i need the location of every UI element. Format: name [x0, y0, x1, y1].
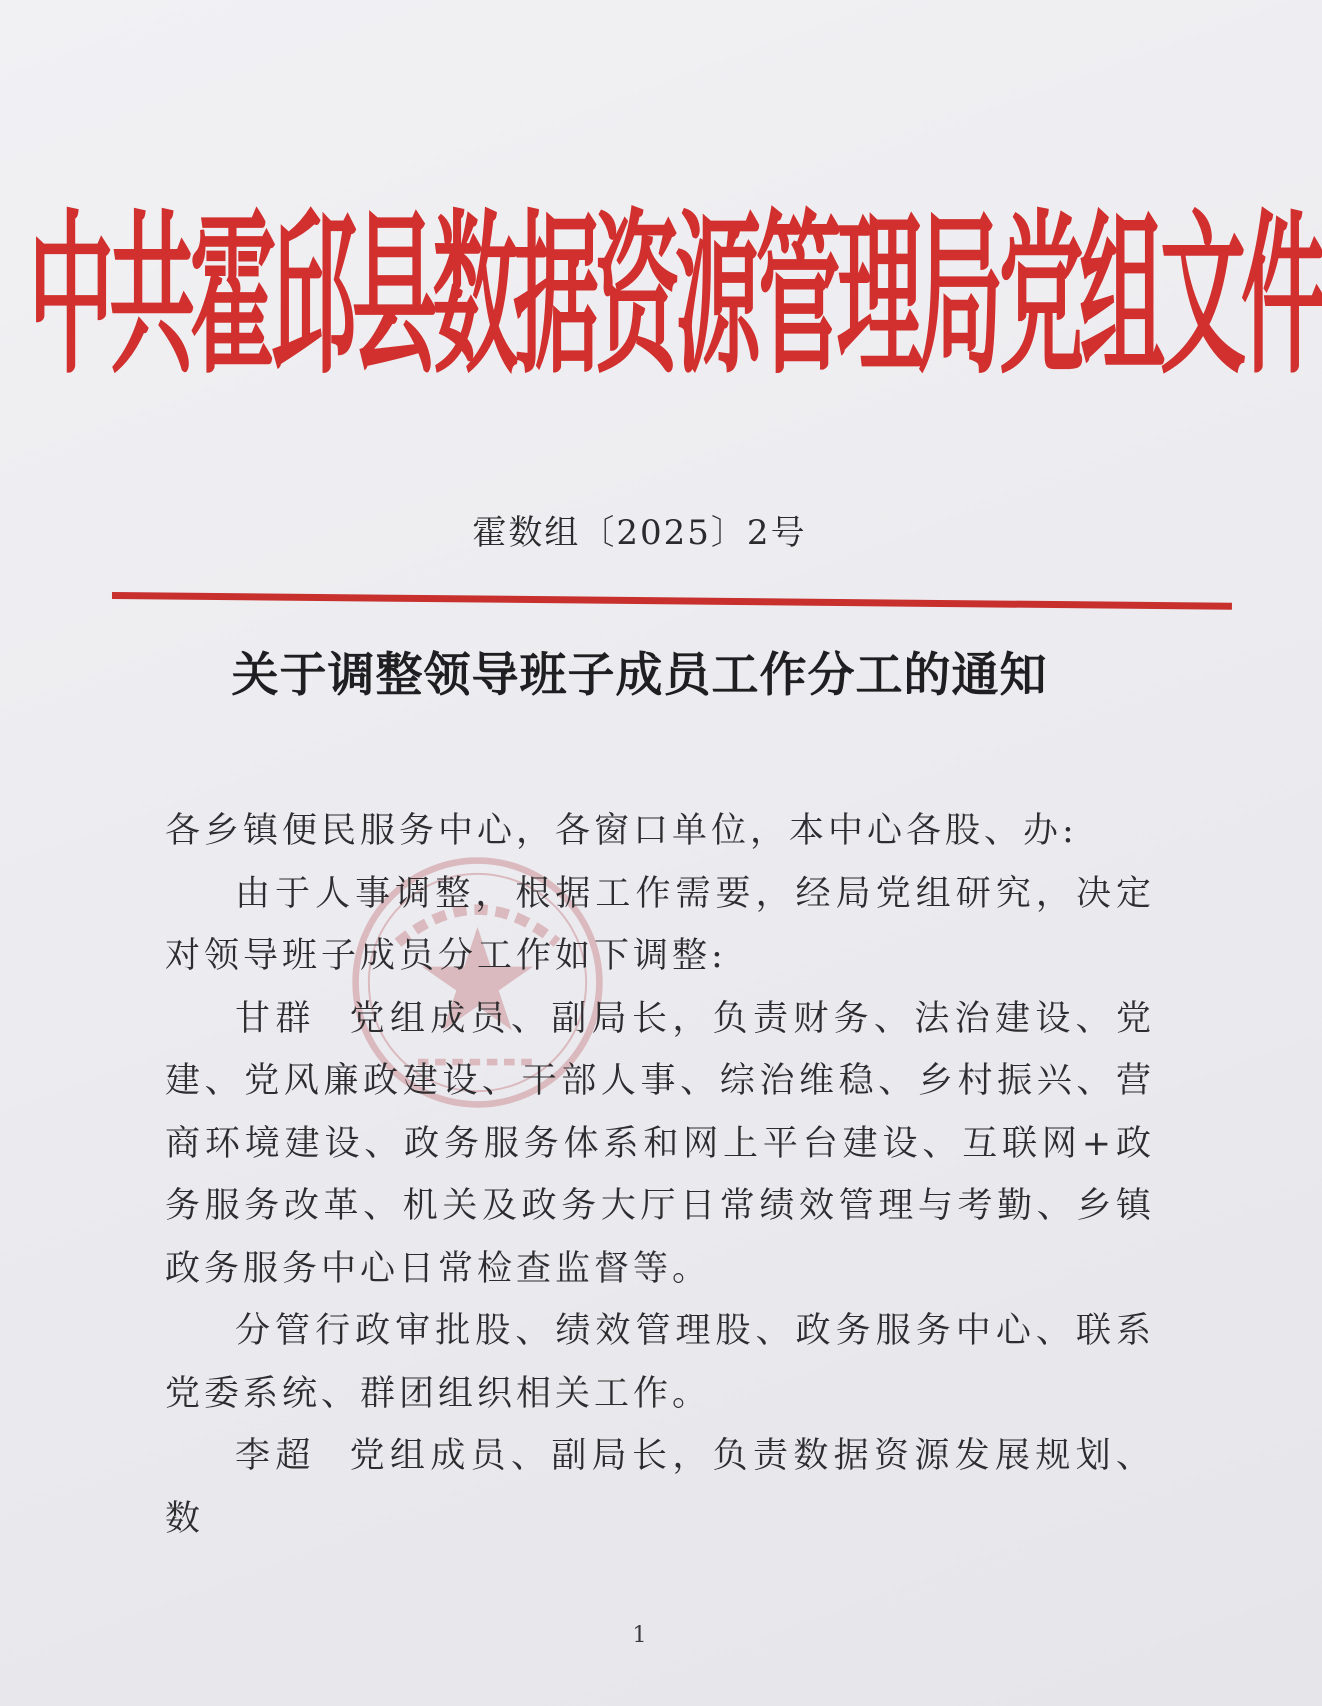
notice-title: 关于调整领导班子成员工作分工的通知 — [231, 648, 1048, 703]
salutation: 各乡镇便民服务中心，各窗口单位，本中心各股、办: — [165, 811, 1078, 851]
member-paragraph — [165, 988, 1155, 1301]
page-number: 1 — [632, 1623, 647, 1648]
member-name: 李超 — [235, 1436, 316, 1476]
masthead-title: 中共霍邱县数据资源管理局党组文件 — [28, 191, 1322, 399]
red-divider-line — [112, 592, 1232, 610]
document-masthead — [28, 160, 1322, 430]
member-name: 甘群 — [235, 998, 316, 1039]
member-duties: 党组成员、副局长，负责财务、法治建设、党建、党风廉政建设、干部人事、综治维稳、乡村振兴、营商环境建设、政务服务体系和网上平台建设、互联网+政务服务改革、机关及政务大厅日常绩效管理与考勤、乡镇政务服务中心日常检查监督等。 — [165, 998, 1155, 1289]
member-paragraph — [165, 1425, 1155, 1550]
intro-paragraph: 由于人事调整，根据工作需要，经局党组研究，决定对领导班子成员分工作如下调整: — [165, 873, 1155, 976]
document-number: 霍数组〔2025〕2号 — [472, 513, 807, 553]
notice-body — [165, 800, 1155, 1550]
member-duties: 党组成员、副局长，负责数据资源发展规划、数 — [165, 1436, 1155, 1539]
oversight-paragraph: 分管行政审批股、绩效管理股、政务服务中心、联系党委系统、群团组织相关工作。 — [165, 1311, 1155, 1414]
